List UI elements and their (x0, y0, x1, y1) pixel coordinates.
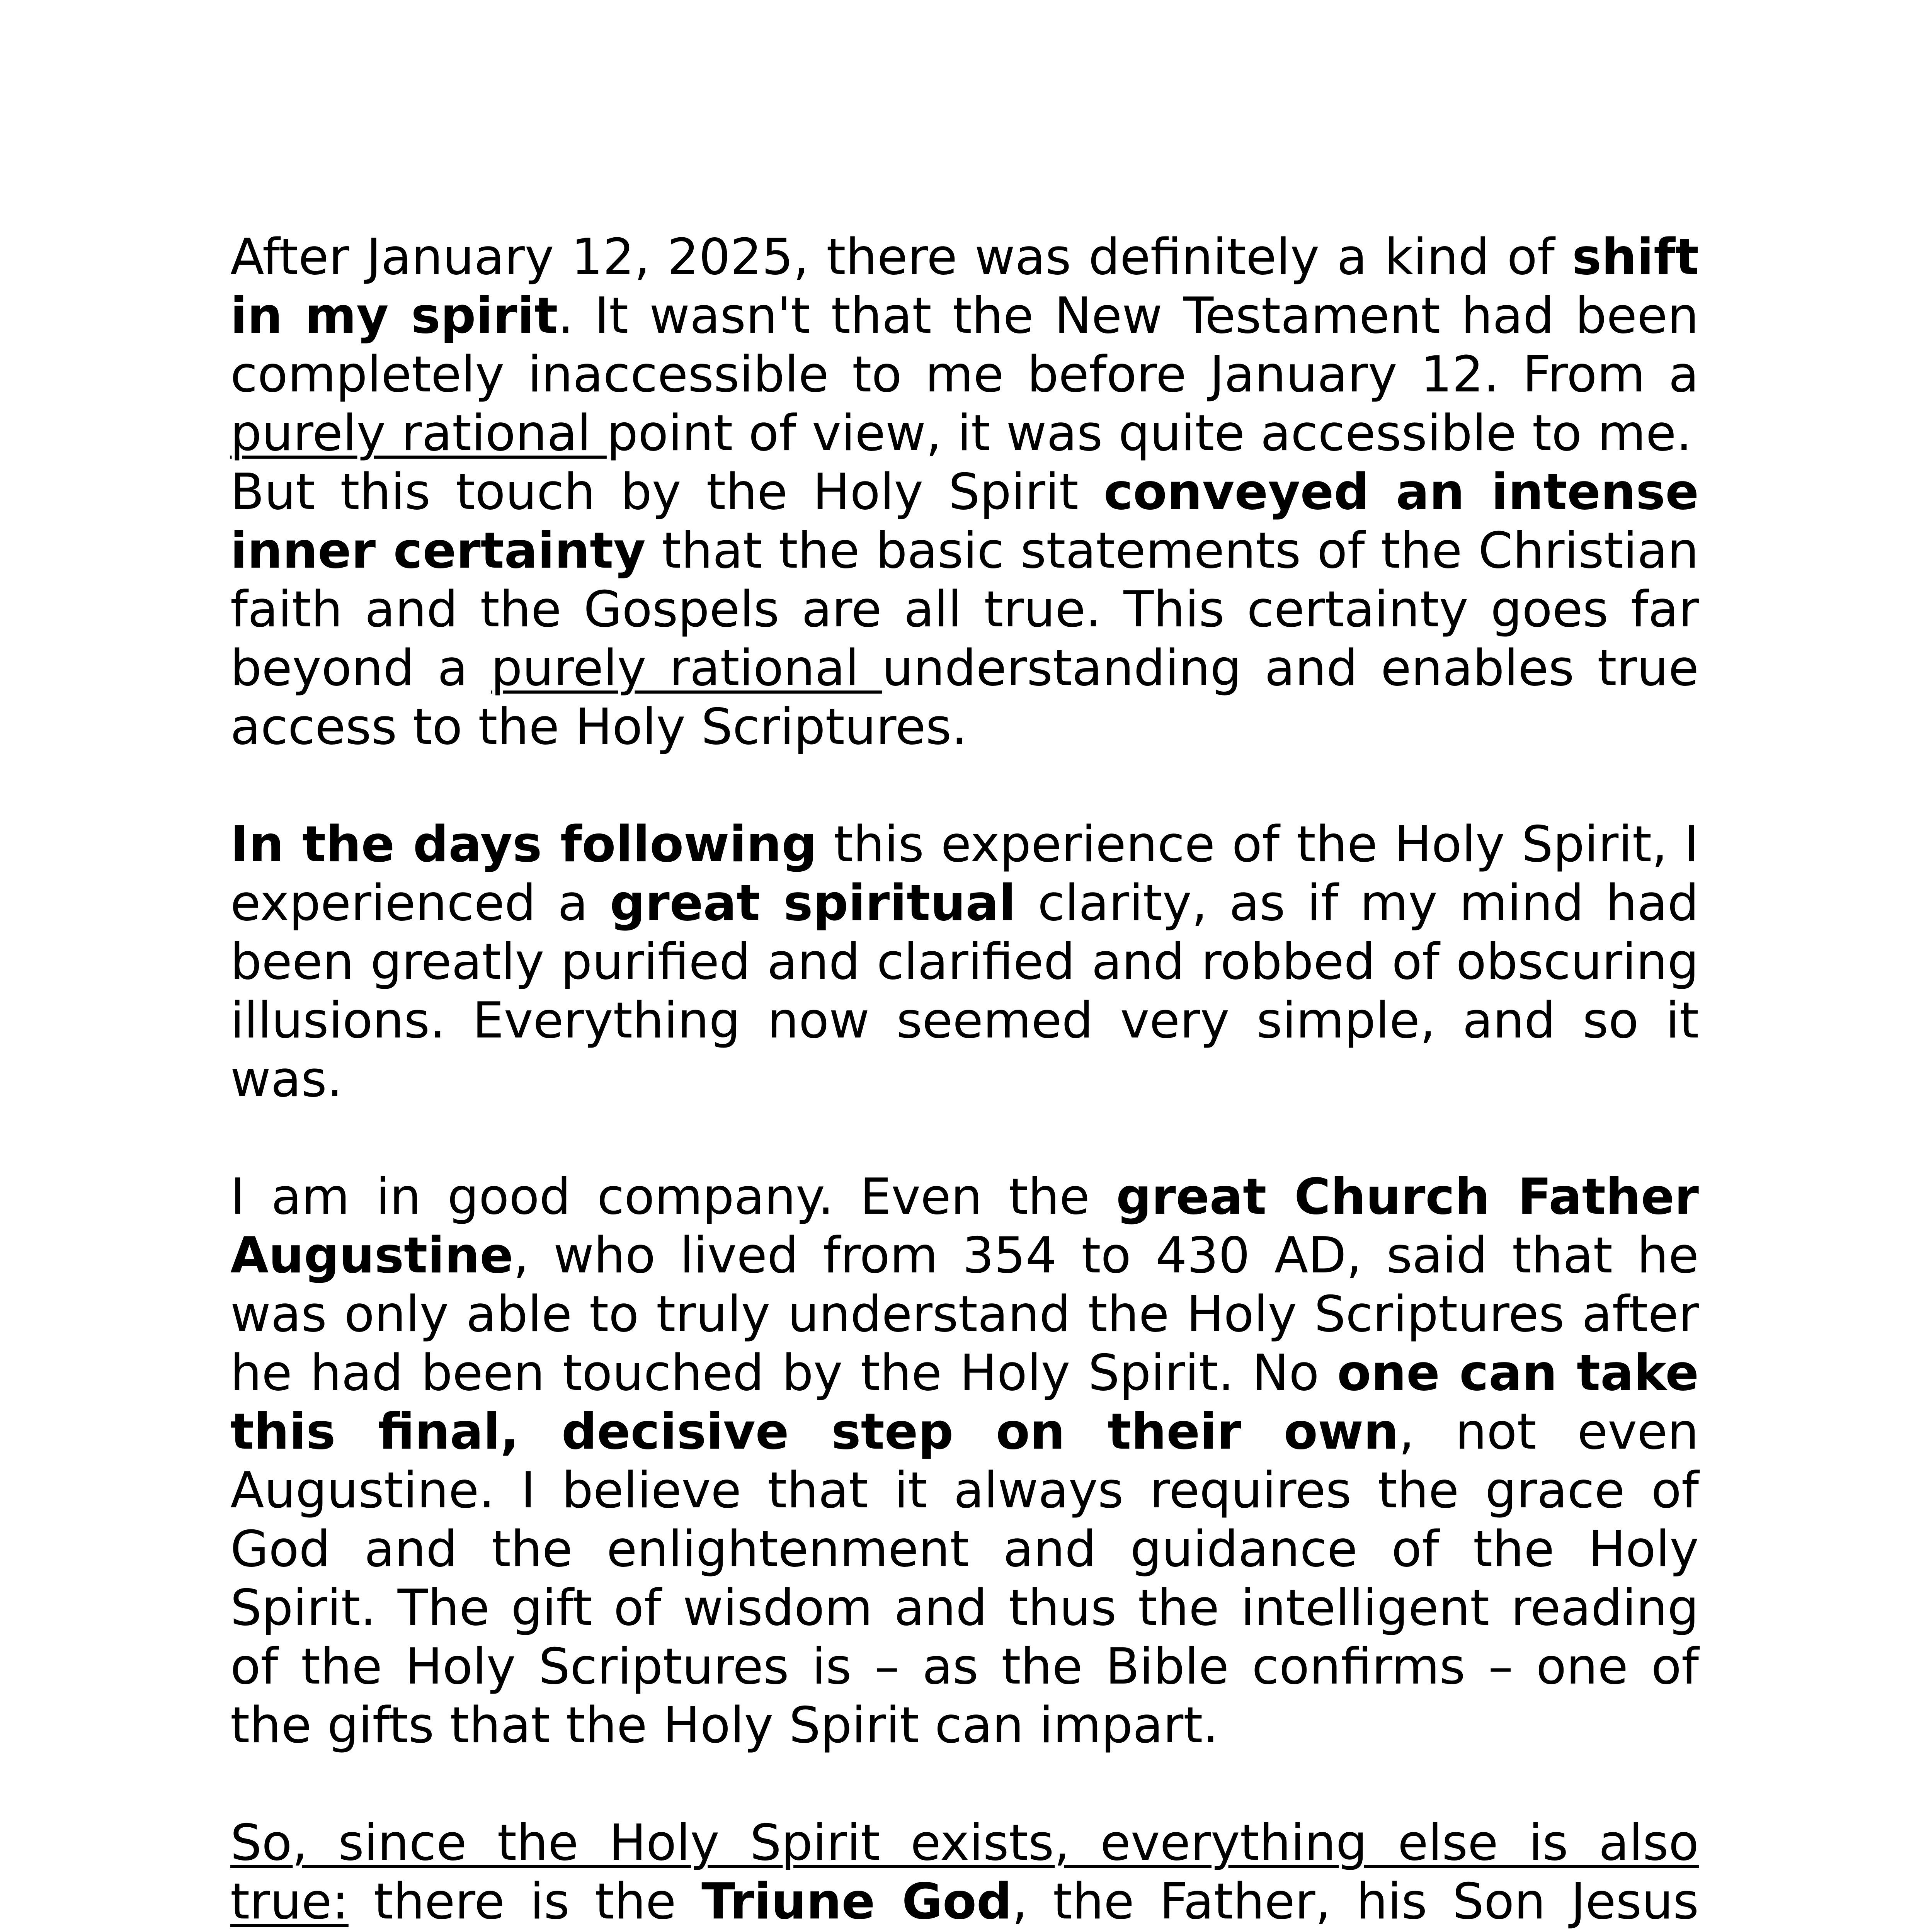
bold-text: Triune God (701, 1873, 1012, 1930)
paragraph-inner-certainty (230, 463, 1699, 757)
text-run: , not even Augustine. I believe that it always requires the grace of God and the enlightenment and guidance of the Holy Spirit. The gift of wisdom and thus the intelligent reading of the Holy Scriptures is – as the Bible confirms – one of the gifts that the Holy Spirit can impart. (230, 1403, 1699, 1754)
text-run: After January 12, 2025, there was definitely a kind of (230, 228, 1572, 286)
text-run: point of view, it was quite accessible to me. (606, 405, 1692, 462)
text-run: , who lived from 354 to 430 AD, said that he was only able to truly understand the Holy Scriptures after he had been touched by the Holy Spirit. No (230, 1227, 1699, 1402)
underlined-text: purely rational (491, 639, 882, 697)
text-run: I am in good company. Even the (230, 1168, 1116, 1226)
document-body (230, 228, 1699, 1932)
paragraph-spacer (230, 1755, 1699, 1814)
paragraph-spacer (230, 1109, 1699, 1168)
bold-text: shift in my spirit (230, 228, 1699, 345)
text-run: , the Father, his Son Jesus (1012, 1873, 1699, 1930)
text-run: this experience of the Holy Spirit, I experienced a (230, 816, 1699, 932)
paragraph-spacer (230, 757, 1699, 815)
bold-text: conveyed an intense inner certainty (230, 463, 1699, 580)
bold-text: great Church Father Augustine (230, 1168, 1699, 1284)
text-run: But this touch by the Holy Spirit (230, 463, 1104, 521)
text-run: clarity, as if my mind had been greatly purified and clarified and robbed of obscuring illusions. Everything now seemed very simple, and so it was. (230, 874, 1699, 1108)
bold-text: great spiritual (609, 874, 1016, 932)
paragraph-spiritual-clarity (230, 815, 1699, 1109)
bold-text: one can take this final, decisive step on their own (230, 1344, 1699, 1461)
text-run: that the basic statements of the Christian faith and the Gospels are all true. This certainty goes far beyond a (230, 522, 1699, 697)
underlined-text: purely rational (230, 405, 607, 462)
paragraph-augustine (230, 1168, 1699, 1755)
text-run: . It wasn't that the New Testament had been completely inaccessible to me before January 12. From a (230, 287, 1699, 403)
text-run: understanding and enables true access to the Holy Scriptures. (230, 639, 1699, 756)
text-run: there is the (348, 1873, 702, 1930)
bold-text: In the days following (230, 816, 817, 873)
paragraph-shift-in-spirit (230, 228, 1699, 463)
underlined-text: So, since the Holy Spirit exists, everything else is also true: (230, 1814, 1699, 1930)
paragraph-triune-god (230, 1814, 1699, 1932)
